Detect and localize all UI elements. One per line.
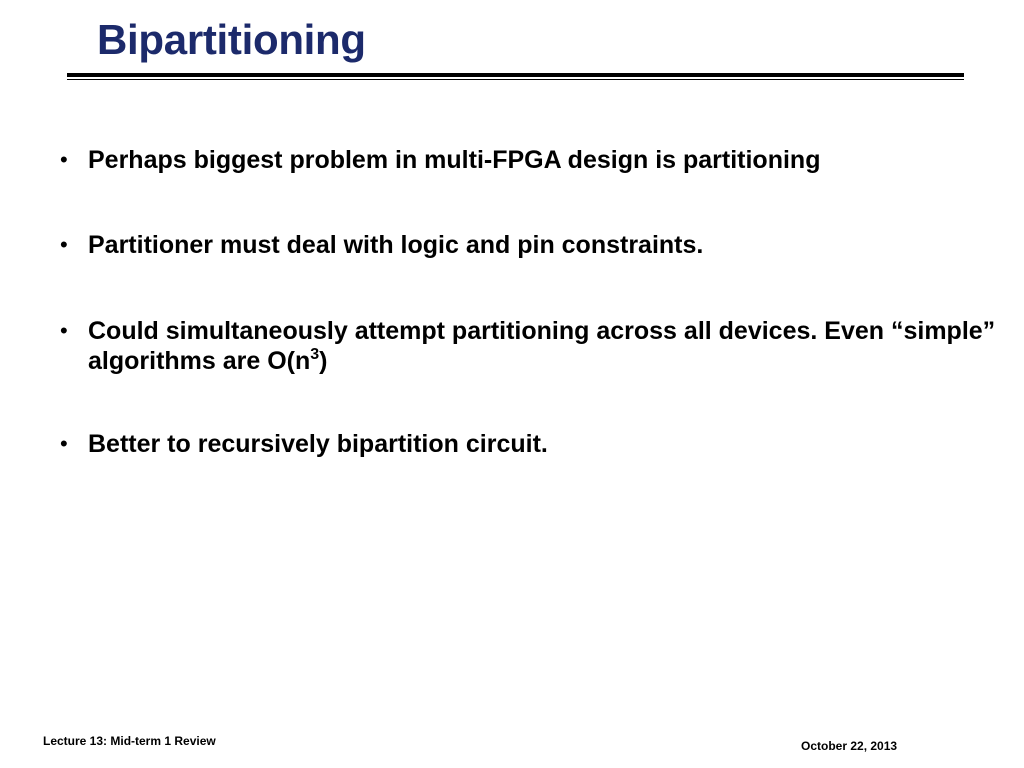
bullet-text: Perhaps biggest problem in multi-FPGA design is partitioning xyxy=(88,146,821,174)
bullet-text-superscript: 3 xyxy=(310,346,320,363)
footer-date: October 22, 2013 xyxy=(801,739,898,753)
bullet-marker: • xyxy=(60,431,68,456)
bullet-text-main: Could simultaneously attempt partitioning across all devices. Even “simple” algorithms are O(n xyxy=(88,317,996,375)
footer-lecture-title: Lecture 13: Mid-term 1 Review xyxy=(43,734,216,748)
bullet-item-complexity xyxy=(60,316,1000,376)
bullet-item-constraints xyxy=(60,230,1000,260)
title-underline-thick xyxy=(67,73,964,77)
bullet-item-partitioning-problem xyxy=(60,145,1000,175)
bullet-text-suffix: ) xyxy=(319,347,328,375)
slide-title: Bipartitioning xyxy=(97,16,366,63)
bullet-text xyxy=(88,316,1000,376)
title-underline-thin xyxy=(67,79,964,80)
bullet-marker: • xyxy=(60,232,68,257)
bullet-item-recursive-bipartition xyxy=(60,429,1000,459)
bullet-marker: • xyxy=(60,147,68,172)
bullet-text: Partitioner must deal with logic and pin constraints. xyxy=(88,231,704,259)
bullet-text: Better to recursively bipartition circuit. xyxy=(88,430,548,458)
bullet-marker: • xyxy=(60,318,68,343)
